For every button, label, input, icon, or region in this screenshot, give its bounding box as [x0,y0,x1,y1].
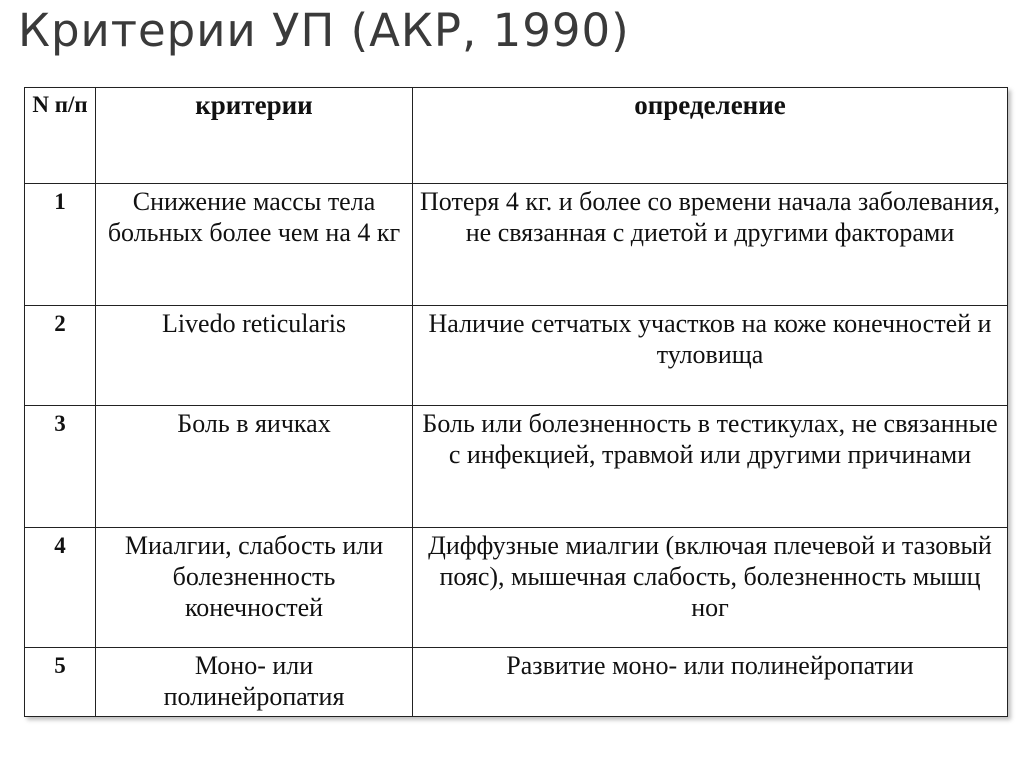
row-criterion: Livedo reticularis [96,306,413,406]
table-row [25,184,1008,306]
row-definition: Потеря 4 кг. и более со времени начала заболевания, не связанная с диетой и другими факторами [413,184,1008,306]
row-criterion: Моно- или полинейропатия [96,648,413,717]
table-row [25,406,1008,528]
row-number: 3 [25,406,96,528]
header-number: N п/п [25,88,96,184]
row-criterion: Миалгии, слабость или болезненность конечностей [96,528,413,648]
table-row [25,528,1008,648]
row-definition: Диффузные миалгии (включая плечевой и тазовый пояс), мышечная слабость, болезненность мышц ног [413,528,1008,648]
row-criterion: Снижение массы тела больных более чем на 4 кг [96,184,413,306]
header-criteria: критерии [96,88,413,184]
table-row [25,648,1008,717]
slide-title: Критерии УП (АКР, 1990) [18,4,630,57]
row-criterion: Боль в яичках [96,406,413,528]
row-number: 2 [25,306,96,406]
row-definition: Развитие моно- или полинейропатии [413,648,1008,717]
row-number: 5 [25,648,96,717]
table-row [25,306,1008,406]
criteria-table [24,87,1008,717]
row-definition: Наличие сетчатых участков на коже конечностей и туловища [413,306,1008,406]
row-definition: Боль или болезненность в тестикулах, не связанные с инфекцией, травмой или другими причинами [413,406,1008,528]
row-number: 4 [25,528,96,648]
row-number: 1 [25,184,96,306]
header-definition: определение [413,88,1008,184]
table-header-row [25,88,1008,184]
